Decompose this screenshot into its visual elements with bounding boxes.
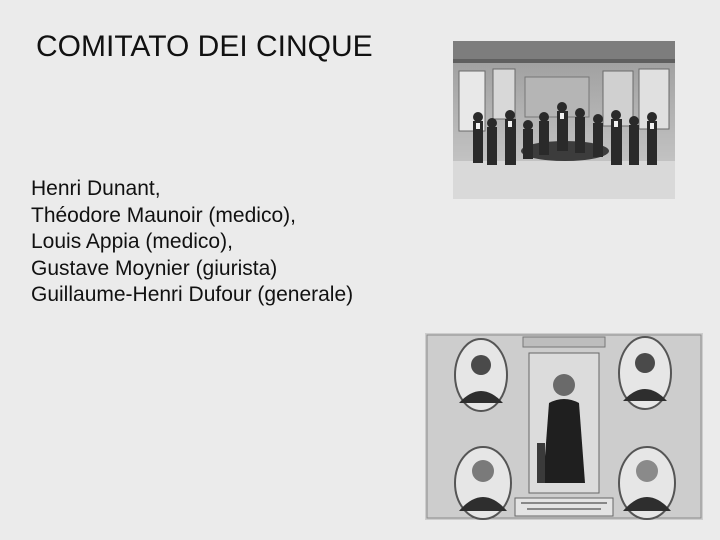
list-item: Guillaume-Henri Dufour (generale) <box>31 283 354 306</box>
slide-title: COMITATO DEI CINQUE <box>36 30 373 63</box>
portraits-collage <box>425 333 703 520</box>
assembly-photo-graphic <box>453 41 675 199</box>
list-item: Gustave Moynier (giurista) <box>31 256 278 280</box>
portraits-collage-graphic <box>425 333 703 520</box>
list-item: Henri Dunant, <box>31 177 161 200</box>
assembly-photo <box>453 41 675 199</box>
list-item: Louis Appia (medico), <box>31 230 233 253</box>
list-item: Théodore Maunoir (medico), <box>31 203 296 227</box>
members-list <box>31 176 353 309</box>
